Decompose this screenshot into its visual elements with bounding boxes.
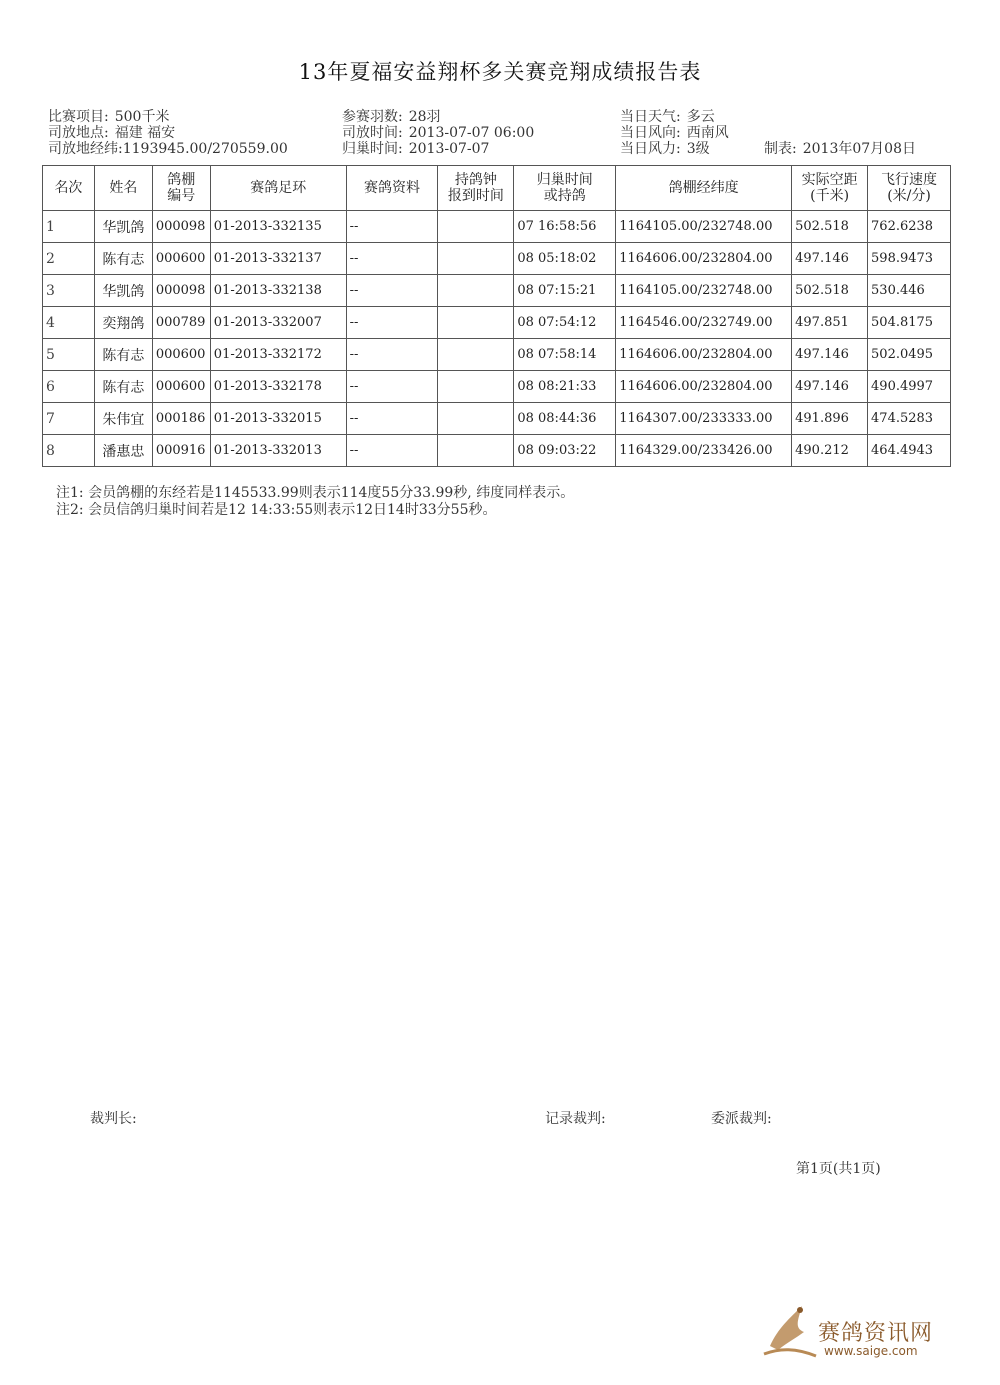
table-row [43, 211, 951, 243]
cell-name: 陈有志 [94, 243, 152, 275]
cell-clock [438, 307, 514, 339]
cell-info: -- [346, 403, 438, 435]
note-2: 注2: 会员信鸽归巢时间若是12 14:33:55则表示12日14时33分55秒。 [56, 502, 497, 518]
cell-ring: 01-2013-332007 [210, 307, 346, 339]
col-header-line1: 持鸽钟 [454, 172, 497, 188]
cell-name: 陈有志 [94, 339, 152, 371]
notes [56, 485, 574, 519]
cell-rank: 2 [43, 243, 95, 275]
meta-release-value: 2013-07-07 06:00 [408, 125, 535, 141]
col-header-coord [616, 166, 792, 211]
meta-made-value: 2013年07月08日 [802, 141, 916, 157]
cell-coord: 1164606.00/232804.00 [616, 243, 792, 275]
cell-coord: 1164546.00/232749.00 [616, 307, 792, 339]
cell-clock [438, 243, 514, 275]
cell-ring: 01-2013-332135 [210, 211, 346, 243]
table-body [43, 211, 951, 467]
cell-speed: 530.446 [868, 275, 951, 307]
cell-loft: 000600 [152, 243, 210, 275]
cell-time: 08 08:44:36 [514, 403, 616, 435]
cell-ring: 01-2013-332178 [210, 371, 346, 403]
col-header-line2: 编号 [167, 188, 196, 204]
cell-loft: 000186 [152, 403, 210, 435]
table-row [43, 403, 951, 435]
signature-chief: 裁判长: [90, 1111, 137, 1127]
cell-coord: 1164105.00/232748.00 [616, 211, 792, 243]
meta-wind-force [620, 140, 710, 158]
cell-info: -- [346, 339, 438, 371]
cell-rank: 3 [43, 275, 95, 307]
meta-coords-label: 司放地经纬: [48, 141, 123, 157]
col-header-name [94, 166, 152, 211]
cell-loft: 000916 [152, 435, 210, 467]
page-number: 第1页(共1页) [796, 1161, 881, 1177]
cell-rank: 1 [43, 211, 95, 243]
col-header-line1: 实际空距 [801, 172, 858, 188]
col-header-line1: 鸽棚 [167, 172, 196, 188]
cell-time: 08 07:58:14 [514, 339, 616, 371]
cell-info: -- [346, 275, 438, 307]
cell-loft: 000098 [152, 275, 210, 307]
col-header-dist [792, 166, 868, 211]
col-header-line1: 归巢时间 [536, 172, 593, 188]
col-header-line1: 赛鸽足环 [250, 180, 307, 196]
cell-ring: 01-2013-332138 [210, 275, 346, 307]
meta-coords-value: 1193945.00/270559.00 [122, 141, 288, 157]
cell-info: -- [346, 243, 438, 275]
table-row [43, 435, 951, 467]
col-header-time [514, 166, 616, 211]
cell-clock [438, 339, 514, 371]
cell-coord: 1164329.00/233426.00 [616, 435, 792, 467]
cell-time: 07 16:58:56 [514, 211, 616, 243]
cell-dist: 491.896 [792, 403, 868, 435]
cell-speed: 464.4943 [868, 435, 951, 467]
cell-name: 陈有志 [94, 371, 152, 403]
col-header-ring [210, 166, 346, 211]
meta-return-label: 归巢时间: [342, 141, 403, 157]
meta-coords [48, 140, 288, 158]
report-title: 13年夏福安益翔杯多关赛竞翔成绩报告表 [298, 60, 702, 84]
cell-time: 08 09:03:22 [514, 435, 616, 467]
col-header-line1: 姓名 [109, 180, 138, 196]
meta-location-value: 福建 福安 [114, 125, 176, 141]
cell-name: 奕翔鸽 [94, 307, 152, 339]
meta-made [764, 140, 916, 158]
cell-dist: 490.212 [792, 435, 868, 467]
cell-dist: 497.146 [792, 339, 868, 371]
cell-speed: 504.8175 [868, 307, 951, 339]
watermark-url: www.saige.com [824, 1344, 918, 1358]
signature-recorder: 记录裁判: [545, 1111, 606, 1127]
col-header-line1: 名次 [54, 180, 83, 196]
cell-rank: 5 [43, 339, 95, 371]
cell-rank: 8 [43, 435, 95, 467]
table-row [43, 371, 951, 403]
cell-info: -- [346, 211, 438, 243]
cell-dist: 497.851 [792, 307, 868, 339]
pigeon-logo-icon [760, 1298, 820, 1362]
cell-dist: 502.518 [792, 275, 868, 307]
cell-rank: 4 [43, 307, 95, 339]
cell-clock [438, 275, 514, 307]
cell-loft: 000600 [152, 339, 210, 371]
watermark-text: 赛鸽资讯网 [818, 1321, 934, 1346]
cell-ring: 01-2013-332013 [210, 435, 346, 467]
cell-speed: 502.0495 [868, 339, 951, 371]
cell-speed: 490.4997 [868, 371, 951, 403]
meta-wind-force-label: 当日风力: [620, 141, 681, 157]
table-row [43, 243, 951, 275]
col-header-speed [868, 166, 951, 211]
cell-loft: 000600 [152, 371, 210, 403]
cell-name: 华凯鸽 [94, 211, 152, 243]
meta-wind-dir-value: 西南风 [686, 125, 729, 141]
cell-ring: 01-2013-332172 [210, 339, 346, 371]
cell-rank: 7 [43, 403, 95, 435]
meta-event-label: 比赛项目: [48, 109, 109, 125]
cell-loft: 000789 [152, 307, 210, 339]
meta-weather-label: 当日天气: [620, 109, 681, 125]
col-header-clock [438, 166, 514, 211]
meta-event-value: 500千米 [114, 109, 170, 125]
meta-wind-force-value: 3级 [686, 141, 710, 157]
cell-time: 08 07:54:12 [514, 307, 616, 339]
cell-name: 朱伟宜 [94, 403, 152, 435]
cell-name: 潘惠忠 [94, 435, 152, 467]
cell-clock [438, 403, 514, 435]
cell-coord: 1164105.00/232748.00 [616, 275, 792, 307]
col-header-line2: (米/分) [887, 188, 931, 204]
meta-return-value: 2013-07-07 [408, 141, 490, 157]
cell-speed: 598.9473 [868, 243, 951, 275]
cell-info: -- [346, 307, 438, 339]
signature-delegate: 委派裁判: [711, 1111, 772, 1127]
cell-coord: 1164307.00/233333.00 [616, 403, 792, 435]
cell-time: 08 07:15:21 [514, 275, 616, 307]
table-row [43, 307, 951, 339]
meta-weather-value: 多云 [686, 109, 715, 125]
results-table [42, 165, 951, 467]
col-header-line2: 或持鸽 [543, 188, 586, 204]
cell-time: 08 05:18:02 [514, 243, 616, 275]
cell-loft: 000098 [152, 211, 210, 243]
cell-coord: 1164606.00/232804.00 [616, 371, 792, 403]
cell-ring: 01-2013-332137 [210, 243, 346, 275]
cell-rank: 6 [43, 371, 95, 403]
meta-return [342, 140, 489, 158]
cell-speed: 762.6238 [868, 211, 951, 243]
cell-info: -- [346, 435, 438, 467]
cell-dist: 502.518 [792, 211, 868, 243]
meta-location-label: 司放地点: [48, 125, 109, 141]
cell-clock [438, 435, 514, 467]
meta-count-label: 参赛羽数: [342, 109, 403, 125]
col-header-info [346, 166, 438, 211]
meta-wind-dir-label: 当日风向: [620, 125, 681, 141]
meta-made-label: 制表: [764, 141, 797, 157]
table-row [43, 339, 951, 371]
table-header-row [43, 166, 951, 211]
cell-dist: 497.146 [792, 371, 868, 403]
cell-clock [438, 211, 514, 243]
cell-name: 华凯鸽 [94, 275, 152, 307]
cell-coord: 1164606.00/232804.00 [616, 339, 792, 371]
cell-speed: 474.5283 [868, 403, 951, 435]
cell-time: 08 08:21:33 [514, 371, 616, 403]
cell-ring: 01-2013-332015 [210, 403, 346, 435]
col-header-rank [43, 166, 95, 211]
col-header-line2: 报到时间 [447, 188, 504, 204]
col-header-line1: 鸽棚经纬度 [668, 180, 739, 196]
cell-dist: 497.146 [792, 243, 868, 275]
note-1: 注1: 会员鸽棚的东经若是1145533.99则表示114度55分33.99秒, 纬度同样表示。 [56, 485, 575, 501]
cell-info: -- [346, 371, 438, 403]
col-header-line2: (千米) [810, 188, 850, 204]
col-header-line1: 飞行速度 [881, 172, 938, 188]
col-header-line1: 赛鸽资料 [364, 180, 421, 196]
col-header-loft [152, 166, 210, 211]
meta-release-label: 司放时间: [342, 125, 403, 141]
watermark [760, 1298, 970, 1368]
table-row [43, 275, 951, 307]
meta-count-value: 28羽 [408, 109, 441, 125]
cell-clock [438, 371, 514, 403]
